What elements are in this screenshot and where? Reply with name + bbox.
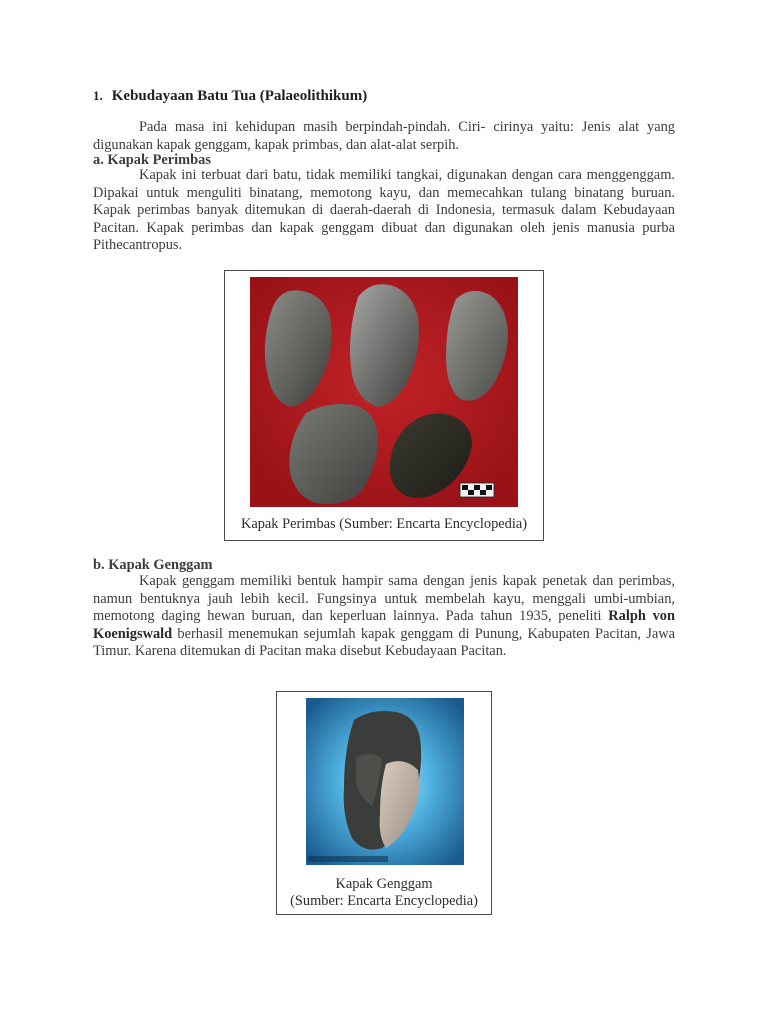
figure-kapak-genggam — [276, 691, 492, 915]
kapak-perimbas-paragraph — [93, 167, 675, 255]
kapak-genggam-text-1: Kapak genggam memiliki bentuk hampir sama dengan jenis kapak penetak dan perimbas, namun bentuknya jauh lebih kecil. Fungsinya untuk membelah kayu, menggali umbi-umbian, memotong daging hewan buruan, dan keperluan lainnya. Pada tahun 1935, peneliti — [93, 573, 675, 624]
kapak-genggam-text-2: berhasil menemukan sejumlah kapak genggam di Punung, Kabupaten Pacitan, Jawa Timur. Karena ditemukan di Pacitan maka disebut Kebudayaan Pacitan. — [93, 625, 675, 659]
section-title: Kebudayaan Batu Tua (Palaeolithikum) — [111, 88, 368, 104]
kapak-perimbas-text: Kapak ini terbuat dari batu, tidak memiliki tangkai, digunakan dengan cara menggenggam. Dipakai untuk menguliti binatang, memotong kayu, dan memecahkan tulang binatang buruan. Kapak perimbas banyak ditemukan di daerah-daerah di Indonesia, termasuk dalam Kebudayaan Pacitan. Kapak perimbas dan kapak genggam dibuat dan digunakan oleh jenis manusia purba Pithecantropus. — [93, 167, 675, 253]
kapak-genggam-paragraph — [93, 573, 675, 661]
kapak-genggam-photo — [306, 698, 464, 865]
intro-paragraph — [93, 119, 675, 154]
kapak-perimbas-caption: Kapak Perimbas (Sumber: Encarta Encyclopedia) — [240, 516, 528, 532]
subheading-kapak-perimbas: a. Kapak Perimbas — [93, 152, 211, 168]
subheading-kapak-genggam: b. Kapak Genggam — [93, 557, 213, 573]
kapak-genggam-caption-line1: Kapak Genggam — [335, 876, 433, 892]
researcher-name: Ralph von Koenigswald — [93, 608, 675, 642]
intro-text: Pada masa ini kehidupan masih berpindah-pindah. Ciri- cirinya yaitu: Jenis alat yang digunakan kapak genggam, kapak primbas, dan alat-alat serpih. — [93, 119, 675, 153]
kapak-perimbas-photo — [250, 277, 518, 507]
section-number: 1. — [93, 88, 103, 103]
kapak-genggam-caption-line2: (Sumber: Encarta Encyclopedia) — [290, 893, 478, 909]
section-heading — [93, 88, 367, 105]
figure-kapak-perimbas — [224, 270, 544, 541]
